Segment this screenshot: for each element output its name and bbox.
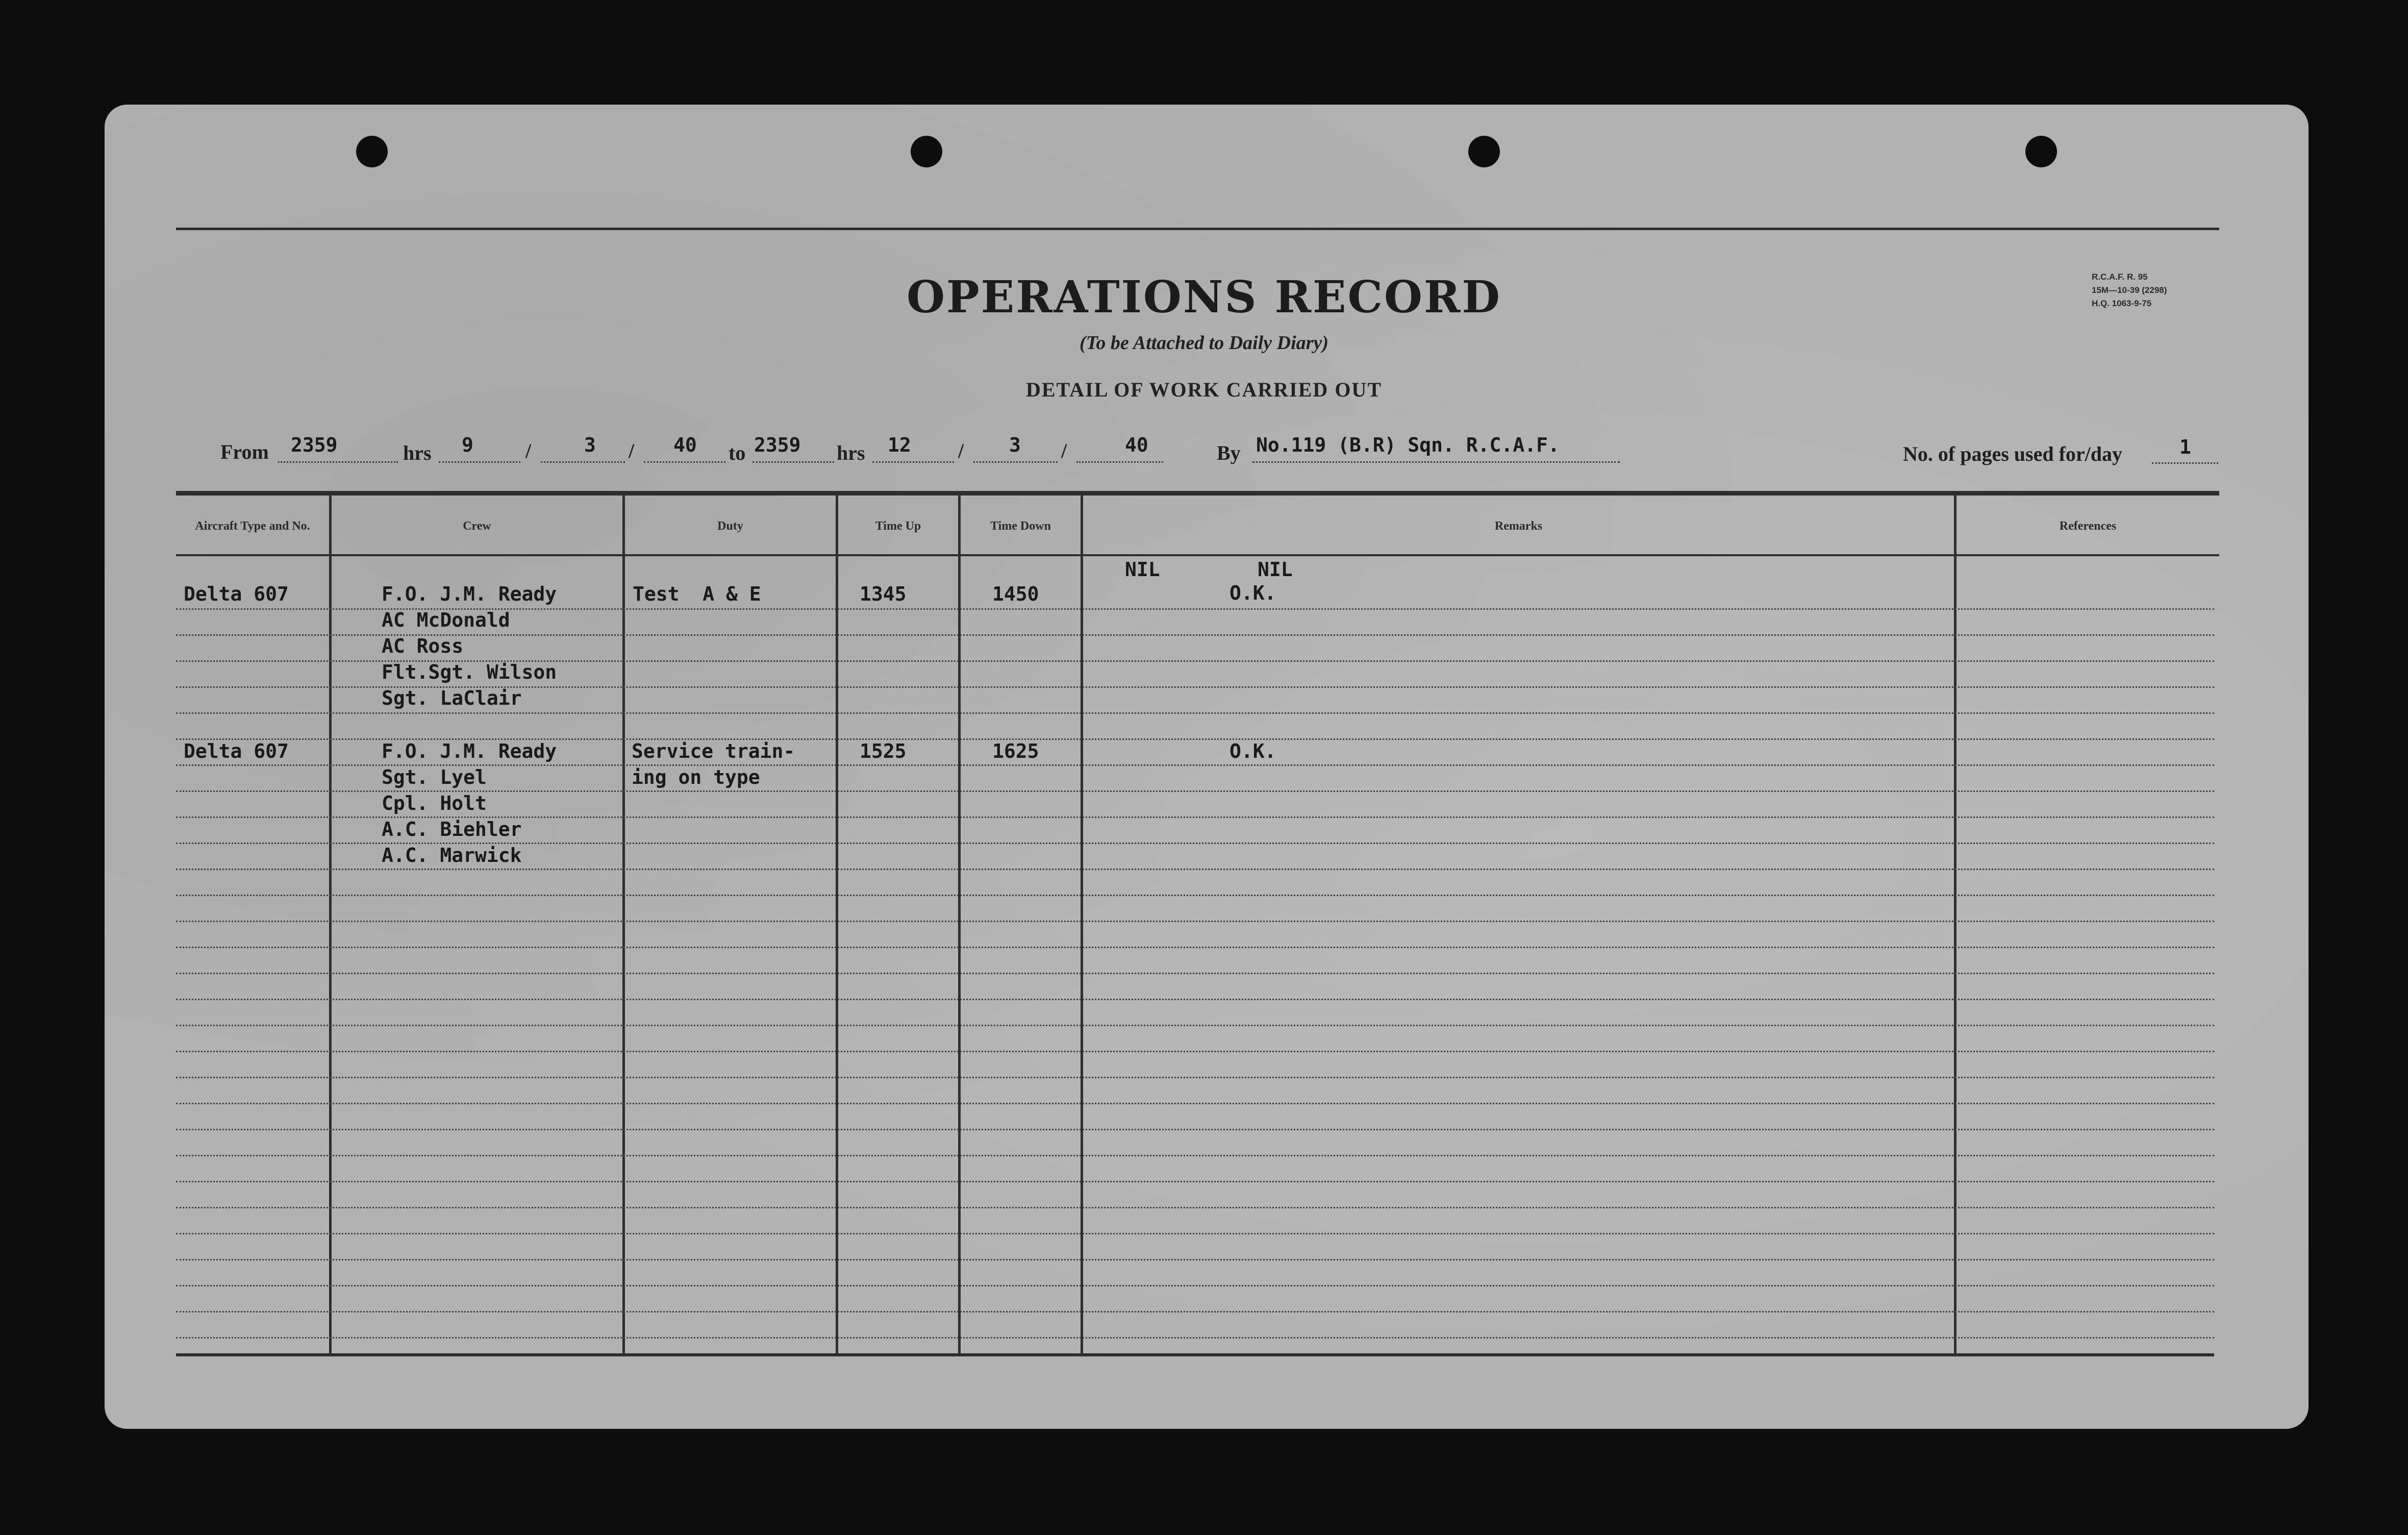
from-time: 2359	[291, 434, 338, 456]
time-down-cell: 1625	[992, 740, 1039, 762]
ruled-line	[176, 1337, 2214, 1339]
crew-member: F.O. J.M. Ready	[382, 583, 557, 605]
ruled-line	[176, 1077, 2214, 1078]
from-month: 3	[584, 434, 596, 456]
from-year: 40	[673, 434, 697, 456]
from-month-underline	[541, 461, 625, 463]
punch-hole	[356, 136, 388, 167]
crew-member: AC McDonald	[382, 609, 510, 631]
detail-heading: DETAIL OF WORK CARRIED OUT	[1025, 378, 1382, 401]
to-time-underline	[752, 461, 834, 463]
form-title: OPERATIONS RECORD	[907, 271, 1501, 323]
column-header-references: References	[2059, 519, 2117, 533]
ruled-line	[176, 634, 2214, 636]
ruled-line	[176, 1155, 2214, 1156]
ruled-line	[176, 1207, 2214, 1208]
punch-hole	[911, 136, 942, 167]
duty-cell: Service train-	[632, 740, 795, 762]
table-bottom-rule	[176, 1353, 2214, 1356]
from-time-underline	[278, 461, 398, 463]
to-label: to	[729, 441, 746, 464]
form-reference	[2092, 270, 2167, 310]
to-day-underline	[872, 461, 954, 463]
ruled-line	[176, 1311, 2214, 1313]
crew-member: Sgt. Lyel	[382, 766, 487, 788]
form-reference-line: 15M—10-39 (2298)	[2092, 285, 2167, 295]
ruled-line	[176, 1051, 2214, 1052]
crew-member: AC Ross	[382, 635, 464, 657]
hrs-label: hrs	[837, 441, 865, 464]
to-time: 2359	[754, 434, 801, 456]
crew-member: F.O. J.M. Ready	[382, 740, 557, 762]
column-header-rule	[176, 554, 2219, 556]
hrs-label: hrs	[403, 441, 432, 464]
ruled-line	[176, 1181, 2214, 1182]
punch-hole	[1468, 136, 1500, 167]
ruled-line	[176, 712, 2214, 714]
table-top-rule	[176, 491, 2219, 496]
pages-used-value: 1	[2179, 436, 2191, 458]
duty-cell: ing on type	[632, 766, 760, 788]
form-reference-line: R.C.A.F. R. 95	[2092, 272, 2148, 282]
column-divider	[1954, 495, 1956, 1353]
column-divider	[958, 495, 961, 1353]
ruled-line	[176, 999, 2214, 1000]
column-header-time-down: Time Down	[990, 519, 1051, 533]
column-divider	[836, 495, 838, 1353]
column-header-duty: Duty	[717, 519, 743, 533]
column-header-remarks: Remarks	[1494, 519, 1543, 533]
crew-member: Flt.Sgt. Wilson	[382, 661, 557, 683]
time-down-cell: 1450	[992, 583, 1039, 605]
ruled-line	[176, 921, 2214, 922]
top-rule	[176, 228, 2219, 230]
ruled-line	[176, 1259, 2214, 1260]
ruled-line	[176, 1129, 2214, 1130]
aircraft-cell: Delta 607	[184, 740, 289, 762]
ruled-line	[176, 1025, 2214, 1026]
column-divider	[1081, 495, 1083, 1353]
date-separator: /	[1061, 439, 1067, 462]
by-unit-underline	[1252, 461, 1620, 463]
crew-member: A.C. Marwick	[382, 844, 522, 866]
form-subtitle: (To be Attached to Daily Diary)	[1080, 332, 1328, 354]
from-day-underline	[439, 461, 520, 463]
ruled-line	[176, 1285, 2214, 1286]
ruled-line	[176, 973, 2214, 974]
date-separator: /	[525, 439, 532, 462]
from-label: From	[220, 440, 269, 463]
from-day: 9	[462, 434, 473, 456]
ruled-line	[176, 947, 2214, 948]
column-header-aircraft: Aircraft Type and No.	[195, 519, 310, 533]
ruled-line	[176, 1233, 2214, 1234]
by-unit: No.119 (B.R) Sqn. R.C.A.F.	[1256, 434, 1560, 456]
column-header-crew: Crew	[463, 519, 491, 533]
remarks-cell: O.K.	[1230, 582, 1276, 604]
from-year-underline	[644, 461, 725, 463]
by-label: By	[1217, 441, 1241, 464]
date-separator: /	[958, 439, 964, 462]
duty-cell: Test A & E	[633, 583, 761, 605]
remarks-cell: O.K.	[1230, 740, 1276, 762]
column-header-time-up: Time Up	[875, 519, 921, 533]
form-reference-line: H.Q. 1063-9-75	[2092, 299, 2152, 308]
date-separator: /	[629, 439, 635, 462]
ruled-line	[176, 895, 2214, 896]
crew-member: A.C. Biehler	[382, 818, 522, 840]
remarks-nil: NIL	[1258, 558, 1293, 581]
to-year-underline	[1076, 461, 1163, 463]
crew-member: Cpl. Holt	[382, 792, 487, 814]
pages-used-underline	[2152, 462, 2218, 464]
aircraft-cell: Delta 607	[184, 583, 289, 605]
to-month-underline	[973, 461, 1058, 463]
crew-member: Sgt. LaClair	[382, 687, 522, 709]
ruled-line	[176, 869, 2214, 870]
column-divider	[329, 495, 332, 1353]
time-up-cell: 1525	[860, 740, 907, 762]
to-day: 12	[888, 434, 911, 456]
time-up-cell: 1345	[860, 583, 907, 605]
to-month: 3	[1009, 434, 1021, 456]
ruled-line	[176, 1103, 2214, 1104]
punch-hole	[2025, 136, 2057, 167]
column-divider	[622, 495, 625, 1353]
to-year: 40	[1125, 434, 1148, 456]
remarks-nil: NIL	[1125, 558, 1160, 581]
pages-used-label: No. of pages used for/day	[1903, 442, 2123, 465]
